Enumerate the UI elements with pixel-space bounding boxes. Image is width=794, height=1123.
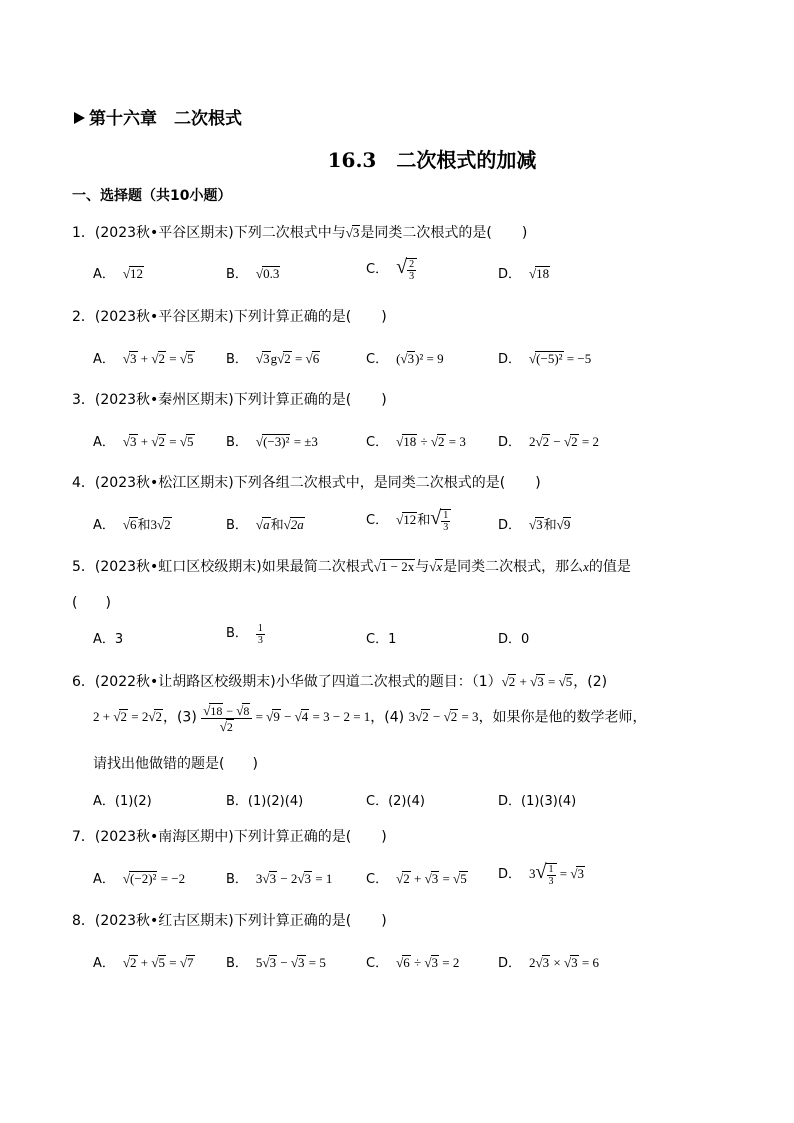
page-title: 16.3 二次根式的加减 bbox=[327, 148, 537, 172]
q5-option-c[interactable]: C．1 bbox=[366, 632, 397, 647]
q8-option-c[interactable]: C． √6 ÷ √3 = 2 bbox=[366, 955, 460, 971]
q2-option-d[interactable]: D． √(−5)² = −5 bbox=[498, 351, 592, 367]
q4-option-b[interactable]: B． √a和√2a bbox=[226, 517, 304, 533]
q6-option-c[interactable]: C．(2)(4) bbox=[366, 794, 425, 809]
q8-option-d[interactable]: D． 2√3 × √3 = 6 bbox=[498, 955, 599, 971]
q7-option-b[interactable]: B． 3√3 − 2√3 = 1 bbox=[226, 871, 333, 887]
q1-option-b[interactable]: B． √0.3 bbox=[226, 266, 280, 282]
q3-option-c[interactable]: C． √18 ÷ √2 = 3 bbox=[366, 434, 466, 450]
q5-option-a[interactable]: A．3 bbox=[93, 632, 124, 647]
q2-option-a[interactable]: A． √3 + √2 = √5 bbox=[93, 351, 194, 367]
question-6-line2: 2 + √2 = 2√2，(3) $\frac{√18 - √8}{√2}$ = √9 − √4 = 3 − 2 = 1，(4) 3√2 − √2 = 3，如果你是他的数学老师， bbox=[93, 703, 647, 734]
q7-option-a[interactable]: A． √(−2)² = −2 bbox=[93, 871, 186, 887]
q1-option-c[interactable]: C． √ $\frac{2}{3}$ bbox=[366, 256, 417, 282]
q2-option-b[interactable]: B． √3g√2 = √6 bbox=[226, 351, 320, 367]
q3-option-a[interactable]: A． √3 + √2 = √5 bbox=[93, 434, 194, 450]
q8-option-b[interactable]: B． 5√3 − √3 = 5 bbox=[226, 955, 326, 971]
question-6: 6．(2022秋•让胡路区校级期末)小华做了四道二次根式的题目：（1）√2 + √3 = √5，(2) bbox=[72, 674, 608, 690]
question-8: 8．(2023秋•红古区期末)下列计算正确的是( ) bbox=[72, 913, 387, 929]
q6-option-a[interactable]: A．(1)(2) bbox=[93, 794, 152, 809]
q5-option-b[interactable]: B． $\frac{1}{3}$ bbox=[226, 622, 263, 646]
q1-option-d[interactable]: D． √18 bbox=[498, 266, 550, 282]
question-7: 7．(2023秋•南海区期中)下列计算正确的是( ) bbox=[72, 829, 387, 845]
question-6-line3: 请找出他做错的题是( ) bbox=[93, 756, 258, 772]
q4-option-d[interactable]: D． √3和√9 bbox=[498, 517, 571, 533]
question-5-bracket: ( ) bbox=[72, 595, 111, 611]
section-heading: 一、选择题（共10小题） bbox=[72, 188, 232, 204]
chapter-heading: 第十六章 二次根式 bbox=[74, 104, 242, 129]
q4-option-a[interactable]: A． √6和3√2 bbox=[93, 517, 171, 533]
question-4: 4．(2023秋•松江区期末)下列各组二次根式中，是同类二次根式的是( ) bbox=[72, 475, 541, 491]
question-1: 1．(2023秋•平谷区期末)下列二次根式中与√3是同类二次根式的是( ) bbox=[72, 225, 528, 241]
q7-option-d[interactable]: D． 3√ $\frac{1}{3}$ = √3 bbox=[498, 861, 584, 887]
q4-option-c[interactable]: C． √12和√ $\frac{1}{3}$ bbox=[366, 507, 451, 533]
q6-option-d[interactable]: D．(1)(3)(4) bbox=[498, 794, 577, 809]
q8-option-a[interactable]: A． √2 + √5 = √7 bbox=[93, 955, 194, 971]
q2-option-c[interactable]: C． (√3)² = 9 bbox=[366, 351, 444, 367]
q6-option-b[interactable]: B．(1)(2)(4) bbox=[226, 794, 304, 809]
question-5: 5．(2023秋•虹口区校级期末)如果最简二次根式√1 − 2x与√x是同类二次根式，那么x的值是 bbox=[72, 559, 631, 575]
question-3: 3．(2023秋•秦州区期末)下列计算正确的是( ) bbox=[72, 392, 387, 408]
q3-option-b[interactable]: B． √(−3)² = ±3 bbox=[226, 434, 318, 450]
triangle-icon bbox=[74, 112, 85, 124]
q3-option-d[interactable]: D． 2√2 − √2 = 2 bbox=[498, 434, 599, 450]
q5-option-d[interactable]: D．0 bbox=[498, 632, 530, 647]
q7-option-c[interactable]: C． √2 + √3 = √5 bbox=[366, 871, 467, 887]
q1-option-a[interactable]: A． √12 bbox=[93, 266, 144, 282]
question-2: 2．(2023秋•平谷区期末)下列计算正确的是( ) bbox=[72, 309, 387, 325]
